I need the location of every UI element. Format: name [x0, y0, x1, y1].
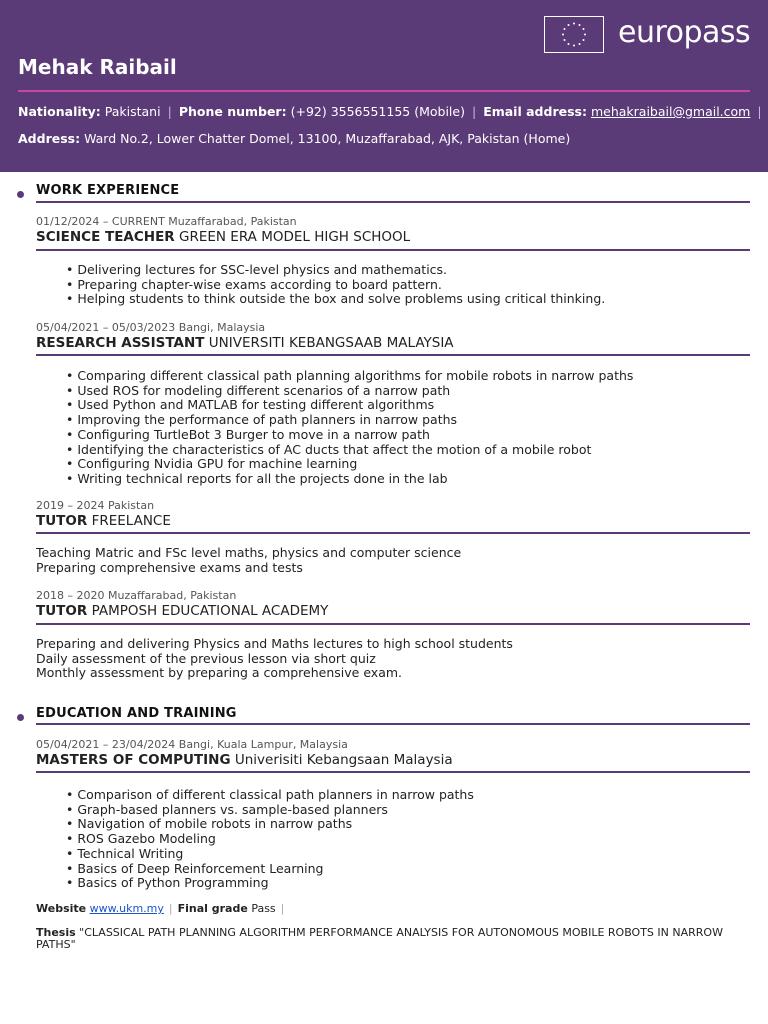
work-experience-heading: WORK EXPERIENCE [36, 183, 180, 198]
section-bullet [17, 191, 24, 198]
education-date: 05/04/2021 – 23/04/2024 Bangi, Kuala Lampur, Malaysia [36, 738, 348, 751]
grade-value: Pass [251, 902, 276, 915]
europass-logo: europass [618, 15, 751, 50]
thesis-line [36, 927, 736, 951]
cv-header [0, 0, 768, 172]
list-item: • Comparing different classical path planning algorithms for mobile robots in narrow paths [66, 369, 633, 384]
address-value: Ward No.2, Lower Chatter Domel, 13100, Muzaffarabad, AJK, Pakistan (Home) [84, 131, 571, 146]
phone-label: Phone number: [178, 104, 287, 119]
degree-name: MASTERS OF COMPUTING [36, 752, 231, 768]
job-date: 05/04/2021 – 05/03/2023 Bangi, Malaysia [36, 321, 266, 334]
list-item: • Configuring TurtleBot 3 Burger to move in a narrow path [66, 428, 633, 443]
list-item: Daily assessment of the previous lesson via short quiz [36, 650, 376, 666]
separator: | [280, 902, 285, 915]
list-item: • Delivering lectures for SSC-level physics and mathematics. [66, 263, 605, 278]
job-title [36, 513, 171, 529]
list-item: • ROS Gazebo Modeling [66, 832, 474, 847]
job-employer: GREEN ERA MODEL HIGH SCHOOL [179, 229, 411, 245]
job-employer: PAMPOSH EDUCATIONAL ACADEMY [91, 603, 329, 619]
section-divider [36, 201, 750, 203]
course-list [66, 788, 474, 891]
education-divider [36, 771, 750, 773]
contact-line [18, 104, 768, 119]
job-employer: FREELANCE [91, 513, 171, 529]
job-date: 2019 – 2024 Pakistan [36, 499, 155, 512]
list-item: • Basics of Deep Reinforcement Learning [66, 862, 474, 877]
list-item: • Graph-based planners vs. sample-based planners [66, 803, 474, 818]
job-divider [36, 249, 750, 251]
job-title [36, 229, 410, 245]
job-duties-list [36, 546, 461, 575]
section-divider [36, 723, 750, 725]
address-line [18, 131, 570, 146]
job-employer: UNIVERSITI KEBANGSAAB MALAYSIA [208, 335, 454, 351]
grade-label: Final grade [177, 902, 248, 915]
nationality-label: Nationality: [18, 104, 101, 119]
job-role: SCIENCE TEACHER [36, 229, 175, 245]
header-divider [18, 90, 750, 92]
separator: | [471, 104, 477, 119]
thesis-label: Thesis [36, 926, 76, 939]
education-title [36, 752, 453, 768]
email-link[interactable]: mehakraibail@gmail.com [590, 104, 751, 119]
candidate-name: Mehak Raibail [18, 55, 177, 79]
thesis-title: "CLASSICAL PATH PLANNING ALGORITHM PERFORMANCE ANALYSIS FOR AUTONOMOUS MOBILE ROBOTS IN NARROW PATHS" [36, 926, 723, 951]
school-name: Univerisiti Kebangsaan Malaysia [234, 752, 453, 768]
separator: | [168, 902, 173, 915]
list-item: Teaching Matric and FSc level maths, physics and computer science [36, 545, 462, 560]
job-duties-list [66, 369, 633, 487]
website-label: Website [36, 902, 87, 915]
job-role: RESEARCH ASSISTANT [36, 335, 205, 351]
job-title [36, 603, 328, 619]
job-date: 01/12/2024 – CURRENT Muzaffarabad, Pakistan [36, 215, 297, 228]
education-heading: EDUCATION AND TRAINING [36, 706, 237, 721]
list-item: • Basics of Python Programming [66, 876, 474, 891]
list-item: • Improving the performance of path planners in narrow paths [66, 413, 633, 428]
job-divider [36, 623, 750, 625]
list-item: Monthly assessment by preparing a comprehensive exam. [36, 665, 402, 681]
job-date: 2018 – 2020 Muzaffarabad, Pakistan [36, 589, 237, 602]
job-divider [36, 532, 750, 534]
nationality-value: Pakistani [104, 104, 161, 119]
list-item: • Used ROS for modeling different scenarios of a narrow path [66, 384, 633, 399]
list-item: • Comparison of different classical path planners in narrow paths [66, 788, 474, 803]
list-item: • Used Python and MATLAB for testing different algorithms [66, 398, 633, 413]
email-label: Email address: [483, 104, 587, 119]
list-item: • Identifying the characteristics of AC ducts that affect the motion of a mobile robot [66, 443, 633, 458]
separator: | [167, 104, 172, 119]
job-role: TUTOR [36, 513, 88, 529]
separator: | [757, 104, 762, 119]
job-role: TUTOR [36, 603, 88, 619]
list-item: • Preparing chapter-wise exams according to board pattern. [66, 278, 605, 293]
address-label: Address: [18, 131, 81, 146]
education-details [36, 902, 289, 915]
phone-value: (+92) 3556551155 (Mobile) [290, 104, 465, 119]
list-item: • Helping students to think outside the box and solve problems using critical thinking. [66, 292, 605, 307]
job-duties-list [66, 263, 605, 307]
list-item: • Technical Writing [66, 847, 474, 862]
job-divider [36, 354, 750, 356]
list-item: • Writing technical reports for all the projects done in the lab [66, 472, 633, 487]
job-duties-list [36, 637, 513, 681]
eu-flag-icon [544, 16, 604, 53]
list-item: Preparing comprehensive exams and tests [36, 559, 303, 575]
list-item: • Navigation of mobile robots in narrow paths [66, 817, 474, 832]
list-item: Preparing and delivering Physics and Maths lectures to high school students [36, 636, 513, 651]
section-bullet [17, 714, 24, 721]
job-title [36, 335, 454, 351]
website-link[interactable]: www.ukm.my [89, 902, 164, 915]
list-item: • Configuring Nvidia GPU for machine learning [66, 457, 633, 472]
